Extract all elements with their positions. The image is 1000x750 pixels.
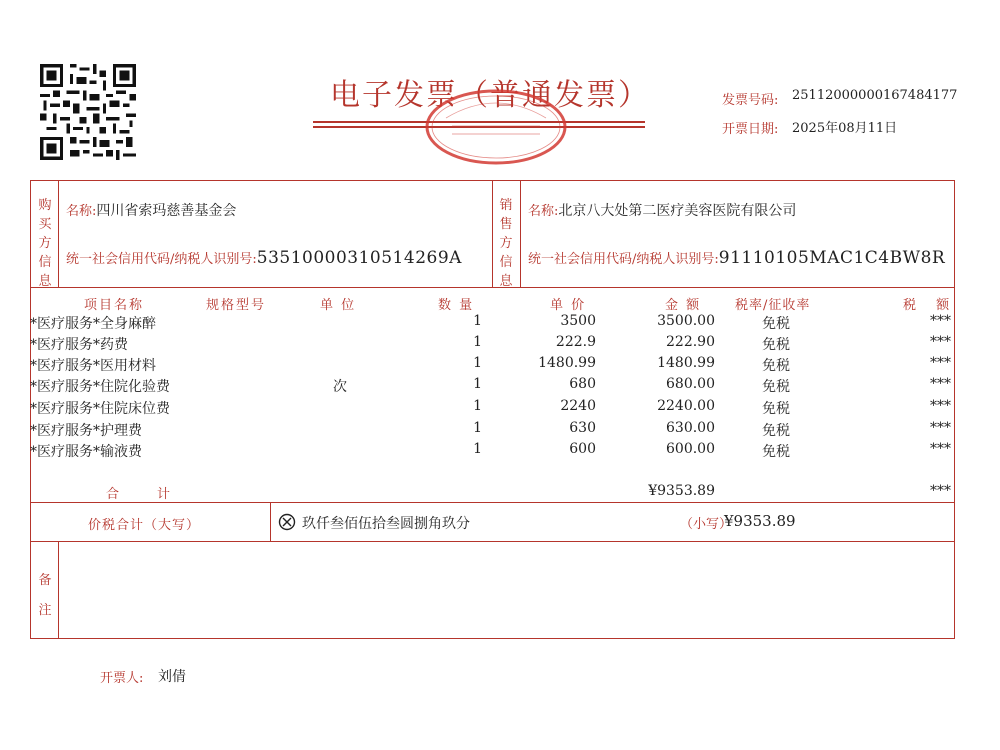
item-quantity: 1	[473, 313, 482, 329]
divider	[270, 502, 271, 541]
remarks-label: 备注	[38, 573, 52, 618]
table-row	[0, 313, 1000, 334]
item-name: *医疗服务*住院化验费	[30, 379, 170, 395]
item-tax: ***	[930, 334, 951, 350]
grand-total-figure: ¥9353.89	[724, 512, 796, 530]
item-tax-rate: 免税	[762, 358, 790, 374]
seller-name-label: 名称:	[528, 204, 559, 219]
item-tax-rate: 免税	[762, 401, 790, 417]
item-amount: 680.00	[666, 376, 715, 392]
item-price: 600	[569, 441, 596, 457]
item-amount: 1480.99	[657, 355, 715, 371]
buyer-name-label: 名称:	[66, 204, 97, 219]
buyer-taxid-label: 统一社会信用代码/纳税人识别号:	[66, 252, 257, 267]
table-row	[0, 441, 1000, 462]
total-tax: ***	[930, 483, 951, 499]
item-amount: 2240.00	[657, 398, 715, 414]
item-quantity: 1	[473, 398, 482, 414]
buyer-name-row	[66, 200, 236, 220]
divider	[30, 541, 955, 542]
seller-name: 北京八大处第二医疗美容医院有限公司	[558, 203, 797, 219]
item-tax: ***	[930, 398, 951, 414]
item-name: *医疗服务*住院床位费	[30, 401, 170, 417]
item-tax-rate: 免税	[762, 337, 790, 353]
invoice-number-label: 发票号码:	[722, 93, 779, 108]
item-tax: ***	[930, 313, 951, 329]
item-quantity: 1	[473, 334, 482, 350]
item-unit: 次	[333, 379, 347, 395]
table-row	[0, 420, 1000, 441]
seller-taxid: 91110105MAC1C4BW8R	[718, 248, 946, 268]
divider	[58, 541, 59, 639]
seller-name-row	[528, 200, 796, 220]
total-amount: ¥9353.89	[648, 483, 715, 499]
item-quantity: 1	[473, 355, 482, 371]
divider	[492, 180, 493, 287]
item-price: 2240	[560, 398, 596, 414]
buyer-side-label: 购买方信息	[38, 198, 52, 289]
tax-seal-stamp	[424, 88, 568, 166]
item-tax-rate: 免税	[762, 379, 790, 395]
item-tax: ***	[930, 355, 951, 371]
header-tax-rate: 税率/征收率	[735, 298, 811, 313]
header-item-name: 项目名称	[84, 298, 145, 313]
seller-taxid-label: 统一社会信用代码/纳税人识别号:	[528, 252, 719, 267]
header-quantity: 数 量	[438, 298, 475, 313]
item-price: 3500	[560, 313, 596, 329]
item-tax: ***	[930, 441, 951, 457]
header-unit-price: 单 价	[550, 298, 587, 313]
header-unit: 单 位	[320, 298, 357, 313]
header-tax-amount: 税 额	[903, 298, 958, 313]
item-amount: 600.00	[666, 441, 715, 457]
header-spec: 规格型号	[206, 298, 267, 313]
drawer-name: 刘倩	[158, 669, 186, 685]
item-name: *医疗服务*输液费	[30, 444, 142, 460]
item-amount: 3500.00	[657, 313, 715, 329]
item-tax: ***	[930, 376, 951, 392]
table-row	[0, 398, 1000, 419]
item-price: 222.9	[555, 334, 596, 350]
header-amount: 金 额	[665, 298, 702, 313]
table-row	[0, 376, 1000, 397]
divider	[520, 180, 521, 287]
issue-date-label: 开票日期:	[722, 122, 779, 137]
table-row	[0, 334, 1000, 355]
item-price: 680	[569, 376, 596, 392]
buyer-taxid-row	[66, 248, 462, 268]
item-name: *医疗服务*全身麻醉	[30, 316, 156, 332]
buyer-name: 四川省索玛慈善基金会	[96, 203, 237, 219]
qr-code-icon	[40, 64, 136, 160]
divider	[30, 287, 955, 288]
seller-taxid-row	[528, 248, 945, 268]
item-tax-rate: 免税	[762, 316, 790, 332]
item-name: *医疗服务*药费	[30, 337, 128, 353]
item-quantity: 1	[473, 441, 482, 457]
item-tax-rate: 免税	[762, 444, 790, 460]
grand-total-words: 玖仟叁佰伍拾叁圆捌角玖分	[302, 516, 470, 532]
divider	[30, 502, 955, 503]
grand-total-words-label: 价税合计（大写）	[88, 518, 201, 533]
item-name: *医疗服务*护理费	[30, 423, 142, 439]
item-tax-rate: 免税	[762, 423, 790, 439]
total-label: 合计	[106, 487, 209, 502]
item-name: *医疗服务*医用材料	[30, 358, 156, 374]
item-price: 1480.99	[538, 355, 596, 371]
item-price: 630	[569, 420, 596, 436]
circled-x-icon	[278, 513, 296, 531]
buyer-taxid: 53510000310514269A	[256, 248, 462, 268]
item-tax: ***	[930, 420, 951, 436]
item-quantity: 1	[473, 376, 482, 392]
item-quantity: 1	[473, 420, 482, 436]
issue-date: 2025年08月11日	[792, 121, 898, 136]
drawer-label: 开票人:	[100, 671, 144, 686]
seller-side-label: 销售方信息	[499, 198, 513, 289]
item-amount: 222.90	[666, 334, 715, 350]
invoice-number: 25112000000167484177	[792, 88, 958, 103]
item-amount: 630.00	[666, 420, 715, 436]
grand-total-figure-label: （小写）	[680, 517, 733, 532]
divider	[58, 180, 59, 287]
table-row	[0, 355, 1000, 376]
invoice-title: 电子发票（普通发票）	[330, 78, 650, 113]
